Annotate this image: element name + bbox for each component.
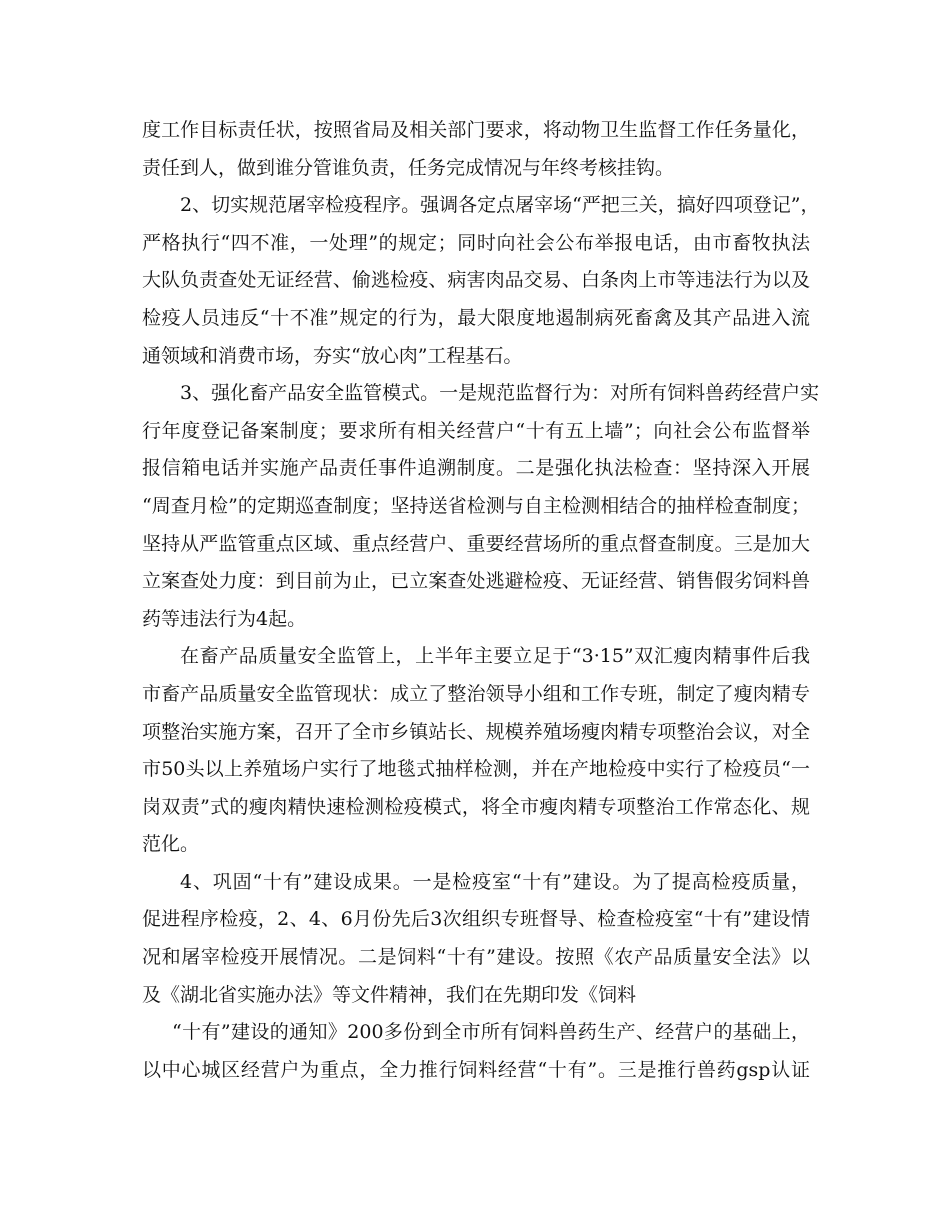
text-line: 范化。 [142,833,200,856]
text-line: 药等违法行为4起。 [142,607,307,630]
text-line: “周查月检”的定期巡查制度；坚持送省检测与自主检测相结合的抽样检查制度； [142,494,810,517]
text-line: 立案查处力度：到目前为止，已立案查处逃避检疫、无证经营、销售假劣饲料兽 [142,570,810,593]
text-line: 检疫人员违反“十不准”规定的行为，最大限度地遏制病死畜禽及其产品进入流 [142,306,810,329]
text-line: 严格执行“四不准，一处理”的规定；同时向社会公布举报电话，由市畜牧执法 [142,231,810,254]
text-line: “十有”建设的通知》200多份到全市所有饲料兽药生产、经营户的基础上， [172,1021,810,1044]
text-line: 坚持从严监管重点区域、重点经营户、重要经营场所的重点督查制度。三是加大 [142,532,810,555]
text-line: 责任到人，做到谁分管谁负责，任务完成情况与年终考核挂钩。 [142,156,675,179]
text-line: 市50头以上养殖场户实行了地毯式抽样检测，并在产地检疫中实行了检疫员“一 [142,758,810,781]
text-line: 及《湖北省实施办法》等文件精神，我们在先期印发《饲料 [142,983,637,1006]
text-line: 大队负责查处无证经营、偷逃检疫、病害肉品交易、白条肉上市等违法行为以及 [142,269,810,292]
text-line: 以中心城区经营户为重点，全力推行饲料经营“十有”。三是推行兽药gsp认证 [142,1058,810,1081]
text-line: 4、巩固“十有”建设成果。一是检疫室“十有”建设。为了提高检疫质量， [180,870,810,893]
text-line: 度工作目标责任状，按照省局及相关部门要求，将动物卫生监督工作任务量化， [142,119,810,141]
text-line: 市畜产品质量安全监管现状：成立了整治领导小组和工作专班，制定了瘦肉精专 [142,682,810,705]
text-line: 在畜产品质量安全监管上，上半年主要立足于“3·15”双汇瘦肉精事件后我 [180,645,810,668]
text-line: 项整治实施方案，召开了全市乡镇站长、规模养殖场瘦肉精专项整治会议，对全 [142,720,810,743]
text-line: 况和屠宰检疫开展情况。二是饲料“十有”建设。按照《农产品质量安全法》以 [142,946,810,969]
text-line: 报信箱电话并实施产品责任事件追溯制度。二是强化执法检查：坚持深入开展 [142,457,810,480]
text-line: 3、强化畜产品安全监管模式。一是规范监督行为：对所有饲料兽药经营户实 [180,382,820,405]
text-line: 岗双责”式的瘦肉精快速检测检疫模式，将全市瘦肉精专项整治工作常态化、规 [142,795,810,818]
document-body [142,112,820,1089]
text-line: 行年度登记备案制度；要求所有相关经营户“十有五上墙”；向社会公布监督举 [142,419,810,442]
text-line: 2、切实规范屠宰检疫程序。强调各定点屠宰场“严把三关，搞好四项登记”， [180,194,820,217]
text-line: 通领域和消费市场，夯实“放心肉”工程基石。 [142,344,523,367]
text-line: 促进程序检疫，2、4、6月份先后3次组织专班督导、检查检疫室“十有”建设情 [142,908,810,931]
